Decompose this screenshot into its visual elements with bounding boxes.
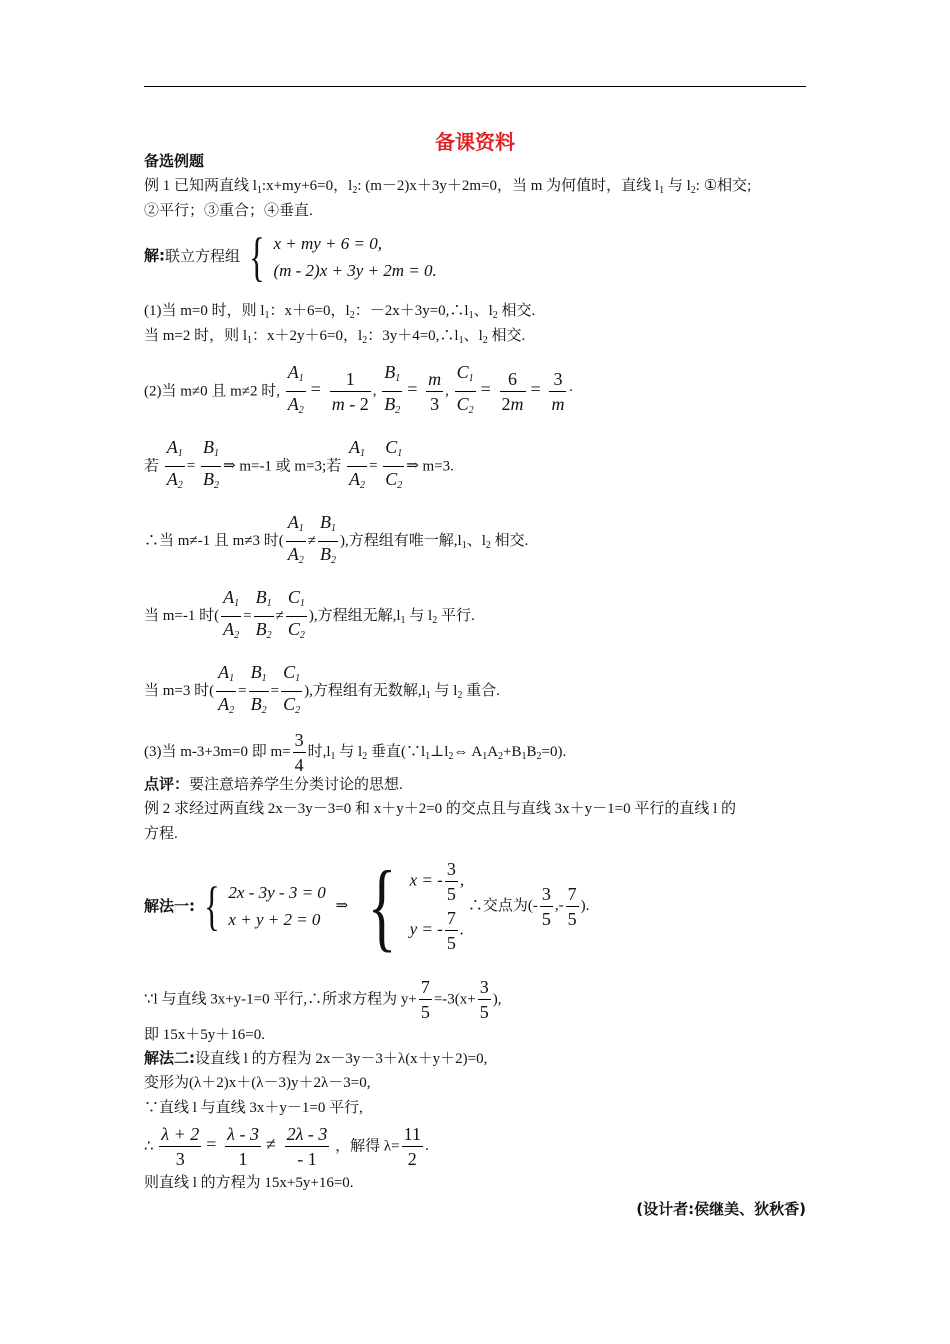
ex1-conditions: 若 $\frac{A_1}{A_2}$ = $\frac{B_1}{B_2}$ ⇒ m=-1 或 m=3;若 $\frac{A_1}{A_2}$ = $\frac{C_1}{C_2}$ ⇒ m=3. bbox=[144, 437, 454, 491]
ex1-case-m0: (1)当 m=0 时，则 $l_1$：x＋6=0，$l_2$：$-2x+3y=0,\therefore l_1$、$l_2$ 相交. bbox=[144, 303, 536, 321]
ex2-method-2-line2: 变形为(λ＋2)x＋(λ－3)y＋2λ－3=0, bbox=[144, 1075, 371, 1091]
ex2-method-1: 解法一: { 2x - 3y - 3 = 0 x + y + 2 = 0 ⇒ { x = - $\frac{3}{5}$ , y = - $\frac{7}{5}$ . ∴交点为(- $\frac{3}{5}$ ,- $\frac{7}{5}$ ). bbox=[144, 850, 590, 961]
ex2-result-2: 则直线 l 的方程为 15x+5y+16=0. bbox=[144, 1175, 354, 1191]
section-heading: 备选例题 bbox=[144, 152, 205, 170]
ex1-solution-system: 解:联立方程组 { x + my + 6 = 0, (m - 2)x + 3y + 2m = 0. bbox=[144, 227, 437, 287]
ex2-statement-1: 例 2 求经过两直线 2x－3y－3=0 和 x＋y＋2=0 的交点且与直线 3x＋y－1=0 平行的直线 l 的 bbox=[144, 801, 737, 817]
left-brace: { bbox=[248, 227, 265, 287]
left-brace: { bbox=[367, 850, 397, 961]
ex1-ratios: (2)当 m≠0 且 m≠2 时, $\frac{A_1}{A_2}$ = $\frac{1}{m - 2}$ , $\frac{B_1}{B_2}$ = $\frac{m}{3}$ , $\frac{C_1}{C_2}$ = $\frac{6}{2m}$ = $\frac{3}{m}$ · bbox=[144, 362, 574, 416]
page-title: 备课资料 bbox=[435, 130, 515, 154]
ex2-method-2-solve: ∴ $\frac{\lambda + 2}{3}$ = $\frac{\lambda - 3}{1}$ ≠ $\frac{2\lambda - 3}{- 1}$ ，解得 λ= $\frac{11}{2}$ . bbox=[144, 1124, 429, 1169]
header-rule bbox=[144, 86, 806, 87]
ex1-case-perpendicular: (3)当 m-3+3m=0 即 m= $\frac{3}{4}$ 时$,l_1$ 与 $l_2$ 垂直($\because l_1\perp l_2\Leftrightarrow$ $A_1A_2+B_1B_2=0$). bbox=[144, 730, 567, 775]
ex2-parallel: ∵l 与直线 3x+y-1=0 平行,∴所求方程为 y+ $\frac{7}{5}$ =-3(x+ $\frac{3}{5}$ ), bbox=[144, 977, 502, 1022]
ex2-method-2: 解法二:设直线 l 的方程为 2x－3y－3＋λ(x＋y＋2)=0, bbox=[144, 1049, 488, 1067]
ex2-statement-2: 方程. bbox=[144, 826, 178, 842]
ex1-case-coincide: 当 m=3 时( $\frac{A_1}{A_2}$ = $\frac{B_1}{B_2}$ = $\frac{C_1}{C_2}$ ),方程组有无数解$,l_1$ 与 $l_2$ 重合. bbox=[144, 662, 500, 716]
designer-credit: (设计者:侯继美、狄秋香) bbox=[636, 1200, 806, 1218]
left-brace: { bbox=[203, 876, 220, 936]
ex1-case-parallel: 当 m=-1 时( $\frac{A_1}{A_2}$ = $\frac{B_1}{B_2}$ ≠ $\frac{C_1}{C_2}$ ),方程组无解$,l_1$ 与 $l_2$ 平行. bbox=[144, 587, 475, 641]
ex1-case-intersect: ∴当 m≠-1 且 m≠3 时( $\frac{A_1}{A_2}$ ≠ $\frac{B_1}{B_2}$ ),方程组有唯一解$,l_1$、$l_2$ 相交. bbox=[144, 512, 529, 566]
ex2-method-2-line3: ∵直线 l 与直线 3x＋y－1=0 平行, bbox=[144, 1100, 363, 1116]
ex2-result-1: 即 15x＋5y＋16=0. bbox=[144, 1027, 265, 1043]
ex1-statement-2: ②平行；③重合；④垂直. bbox=[144, 203, 313, 219]
ex1-statement-1: 例 1 已知两直线 $l_1:x+my+6=0$，$l_2$: (m－2)x＋3y＋2m=0，当 m 为何值时，直线 $l_1$ 与 $l_2$: ①相交; bbox=[144, 178, 752, 196]
ex1-case-m2: 当 m=2 时，则 $l_1$：x＋2y＋6=0，$l_2$：$3y+4=0,\therefore l_1$、$l_2$ 相交. bbox=[144, 328, 526, 346]
ex1-comment: 点评：要注意培养学生分类讨论的思想. bbox=[144, 775, 403, 793]
